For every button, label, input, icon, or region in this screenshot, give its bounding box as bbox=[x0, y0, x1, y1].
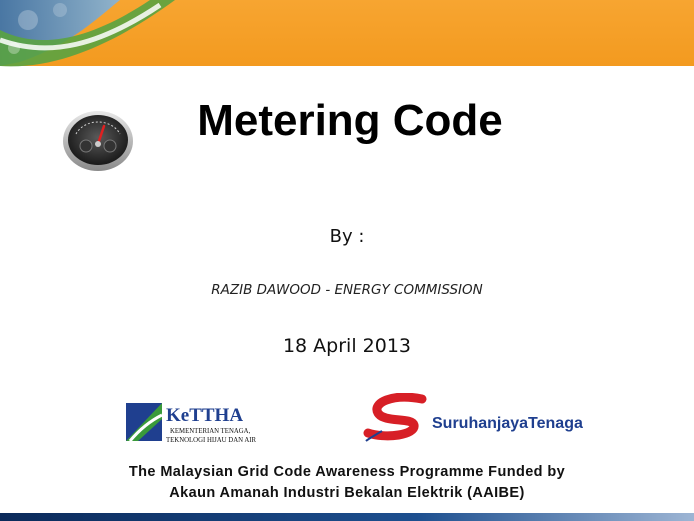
by-label: By : bbox=[329, 226, 365, 247]
header-swoosh-graphic bbox=[0, 0, 200, 70]
footer-funding-note bbox=[97, 462, 597, 504]
slide-title: Metering Code bbox=[197, 96, 503, 145]
suruhanjaya-name: SuruhanjayaTenaga bbox=[432, 415, 583, 432]
ketha-name: KeTTHA bbox=[166, 405, 244, 426]
footer-line-2: Akaun Amanah Industri Bekalan Elektrik (AAIBE) bbox=[169, 485, 525, 501]
ketha-line2: TEKNOLOGI HIJAU DAN AIR bbox=[166, 437, 257, 444]
author-line: RAZIB DAWOOD - ENERGY COMMISSION bbox=[211, 282, 483, 298]
ketha-line1: KEMENTERIAN TENAGA, bbox=[170, 428, 251, 435]
ketha-logo bbox=[124, 401, 284, 445]
speedometer-icon bbox=[62, 106, 134, 172]
presentation-date: 18 April 2013 bbox=[282, 335, 412, 357]
bottom-band bbox=[0, 513, 694, 521]
suruhanjaya-tenaga-logo bbox=[362, 393, 592, 443]
footer-line-1: The Malaysian Grid Code Awareness Programme Funded by bbox=[128, 464, 566, 480]
